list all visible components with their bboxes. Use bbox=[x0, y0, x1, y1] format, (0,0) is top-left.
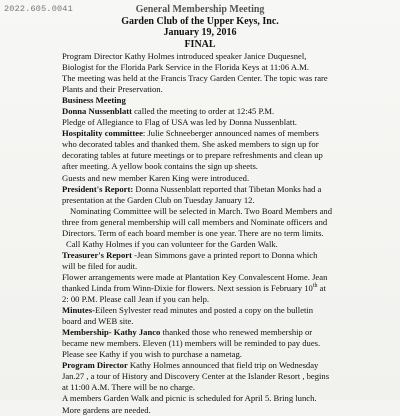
body-line bbox=[62, 327, 396, 338]
body-line bbox=[62, 128, 396, 139]
body-line: will be filed for audit. bbox=[62, 260, 138, 271]
line-text: -Jean Simmons gave a printed report to Donna which bbox=[131, 249, 318, 260]
bold-lead: Treasurer's Report bbox=[62, 249, 132, 260]
line-text: Eileen Sylvester read minutes and posted a copy on the bulletin bbox=[94, 305, 314, 316]
body-line: Nominating Committee will be selected in March. Two Board Members and bbox=[70, 205, 333, 216]
bold-lead: President's Report: bbox=[62, 183, 134, 194]
document-body bbox=[62, 51, 396, 416]
body-line: presentation at the Garden Club on Tuesday January 12. bbox=[62, 194, 255, 205]
body-line: 2: 00 P.M. Please call Jean if you can help. bbox=[62, 294, 210, 305]
body-line: Biologist for the Florida Park Service in the Florida Keys at 11:06 A.M. bbox=[62, 62, 309, 73]
body-line: Plants and their Preservation. bbox=[62, 84, 163, 95]
bold-lead: Minutes- bbox=[62, 305, 95, 316]
body-line: after meeting. A yellow book contains the sign up sheets. bbox=[62, 161, 258, 172]
document-header bbox=[0, 4, 400, 50]
body-line: Program Director Kathy Holmes introduced speaker Janice Duquesnel, bbox=[62, 51, 307, 61]
body-line: who decorated tables and thanked them. She asked members to sign up for bbox=[62, 139, 319, 150]
body-line bbox=[62, 360, 396, 371]
body-line: Flower arrangements were made at Plantation Key Convalescent Home. Jean bbox=[62, 271, 328, 282]
body-line bbox=[62, 283, 396, 294]
bold-lead: Program Director bbox=[62, 360, 128, 371]
superscript: th bbox=[312, 283, 318, 290]
bold-lead: Membership- Kathy Janco bbox=[62, 327, 161, 338]
line-text: : Julie Schneeberger announced names of members bbox=[142, 128, 319, 139]
body-line: Pledge of Allegiance to Flag of USA was led by Donna Nussenblatt. bbox=[62, 117, 297, 128]
meeting-date: January 19, 2016 bbox=[163, 27, 237, 39]
body-line: Please see Kathy if you wish to purchase a nametag. bbox=[62, 349, 242, 360]
body-line: at 11:00 A.M. There will be no charge. bbox=[62, 382, 196, 393]
body-line: three from general membership will call members and Nominate officers and bbox=[62, 216, 328, 227]
body-line bbox=[62, 106, 396, 117]
body-line: More gardens are needed. bbox=[62, 404, 151, 415]
body-line bbox=[62, 250, 396, 261]
body-line: decorating tables at future meetings or to prepare refreshments and clean up bbox=[62, 150, 323, 161]
body-line: Guests and new member Karen King were introduced. bbox=[62, 172, 250, 183]
line-text: at bbox=[317, 282, 326, 293]
bold-lead: Hospitality committee bbox=[62, 128, 143, 139]
line-text: Donna Nussenblatt reported that Tibetan Monks had a bbox=[133, 183, 322, 194]
body-line: Call Kathy Holmes if you can volunteer for the Garden Walk. bbox=[66, 238, 278, 249]
body-line: The meeting was held at the Francis Tracy Garden Center. The topic was rare bbox=[62, 73, 328, 84]
body-line: A members Garden Walk and picnic is scheduled for April 5. Bring lunch. bbox=[62, 393, 317, 404]
body-line: Directors. Term of each board member is one year. There are no term limits. bbox=[62, 227, 324, 238]
line-text: called the meeting to order at 12:45 P.M. bbox=[131, 106, 275, 117]
line-text: thanked Linda from Winn-Dixie for flowers. Next session is February 10 bbox=[62, 282, 313, 293]
body-line: became new members. Eleven (11) members will be reminded to pay dues. bbox=[62, 338, 321, 349]
document-title: General Membership Meeting bbox=[135, 4, 265, 15]
body-line: Jan.27 , a tour of History and Discovery Center at the Islander Resort , begins bbox=[62, 371, 330, 382]
organization-name: Garden Club of the Upper Keys, Inc. bbox=[121, 15, 279, 27]
document-status: FINAL bbox=[184, 38, 216, 50]
body-line: board and WEB site. bbox=[62, 316, 134, 327]
line-text: Kathy Holmes announced that field trip on Wednesday bbox=[127, 360, 319, 371]
document-id-stamp: 2022.605.0041 bbox=[4, 4, 73, 14]
section-heading-business-meeting: Business Meeting bbox=[62, 95, 126, 106]
body-line bbox=[62, 305, 396, 316]
body-line bbox=[62, 184, 396, 195]
line-text: thanked those who renewed membership or bbox=[160, 327, 313, 338]
bold-lead: Donna Nussenblatt bbox=[62, 106, 132, 117]
